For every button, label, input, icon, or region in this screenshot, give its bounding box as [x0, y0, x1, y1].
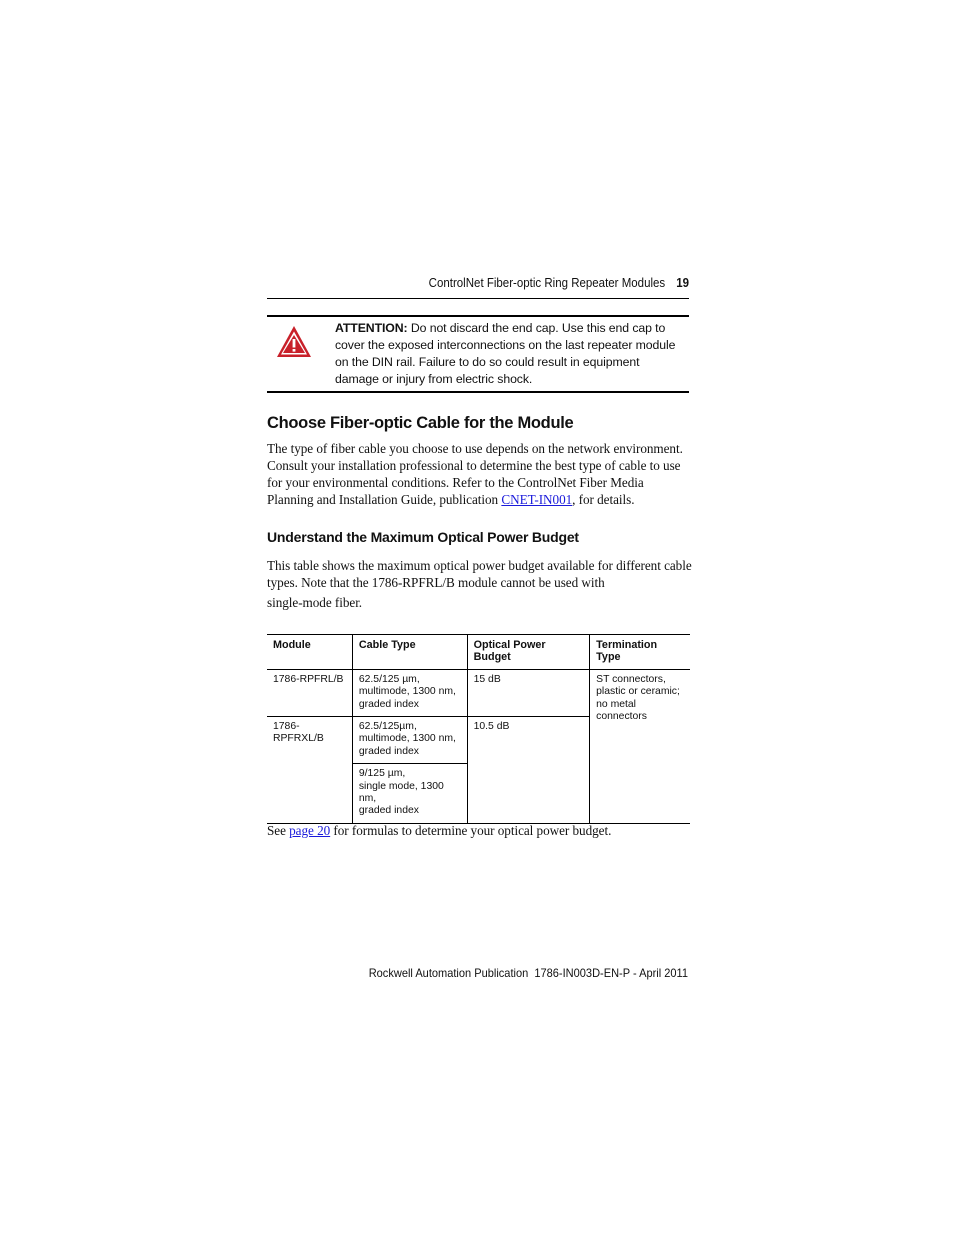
table-row [267, 669, 690, 716]
attention-label: ATTENTION: [335, 321, 408, 335]
power-budget-text-line2: single-mode fiber. [267, 595, 363, 610]
attention-text [335, 320, 680, 388]
cable-line: graded index [358, 745, 419, 757]
cable-line: 9/125 µm, [358, 768, 406, 780]
cell-cable-type [352, 764, 467, 824]
cell-budget: 10.5 dB [467, 717, 590, 824]
closing-text-end: for formulas to determine your optical power budget. [330, 823, 612, 838]
page-footer: Rockwell Automation Publication 1786-IN003D-EN-P - April 2011 [368, 966, 688, 980]
page-number: 19 [676, 276, 689, 290]
cable-line: single mode, 1300 nm, [358, 780, 444, 805]
cell-module: 1786-RPFRL/B [267, 669, 352, 716]
cell-cable-type [352, 669, 467, 716]
cell-module: 1786-RPFRXL/B [267, 717, 352, 824]
header-termination-type: Termination Type [596, 639, 658, 664]
cell-cable-type [352, 717, 467, 764]
termination-line: no metal [596, 698, 636, 710]
subheading-power-budget: Understand the Maximum Optical Power Budget [267, 529, 579, 545]
cable-line: graded index [358, 805, 419, 817]
header-rule [267, 298, 689, 299]
power-budget-text: This table shows the maximum optical power budget available for different cable types. Note that the 1786-RPFRL/B module cannot be used with [267, 558, 692, 590]
termination-line: ST connectors, [596, 673, 666, 685]
power-budget-paragraph [267, 557, 692, 611]
closing-paragraph [267, 822, 692, 839]
cable-line: graded index [358, 698, 419, 710]
termination-line: connectors [596, 711, 647, 723]
fiber-cable-paragraph [267, 440, 692, 508]
header-optical-power-budget: Optical Power Budget [467, 635, 590, 670]
fiber-cable-text: The type of fiber cable you choose to use depends on the network environment. Consult your installation professional to determine the best type of cable to use for your environmental conditions. Refer to the ControlNet Fiber Media Planning and Installation Guide, publication [267, 441, 683, 507]
page-20-link[interactable]: page 20 [289, 823, 331, 838]
header-module: Module [267, 635, 352, 670]
warning-triangle-icon [276, 325, 312, 358]
optical-power-budget-table [267, 634, 690, 824]
section-heading-fiber-cable: Choose Fiber-optic Cable for the Module [267, 414, 574, 432]
fiber-cable-text-end: , for details. [572, 492, 635, 507]
cable-line: multimode, 1300 nm, [358, 733, 456, 745]
cnet-in001-link[interactable]: CNET-IN001 [501, 492, 573, 507]
cell-budget: 15 dB [467, 669, 590, 716]
cable-line: multimode, 1300 nm, [358, 686, 456, 698]
running-header [301, 276, 689, 290]
cell-termination [590, 669, 690, 823]
attention-body: Do not discard the end cap. Use this end cap to cover the exposed interconnections on the last repeater module on the DIN rail. Failure to do so could result in equipment damage or injury from electric shock. [335, 321, 676, 386]
closing-text: See [267, 823, 290, 838]
cable-line: 62.5/125µm, [358, 721, 417, 733]
attention-box [267, 315, 689, 393]
termination-line: plastic or ceramic; [596, 686, 680, 698]
cable-line: 62.5/125 µm, [358, 673, 420, 685]
table-header-row [267, 635, 690, 670]
header-cable-type: Cable Type [352, 635, 467, 670]
header-title: ControlNet Fiber-optic Ring Repeater Modules [428, 276, 666, 290]
